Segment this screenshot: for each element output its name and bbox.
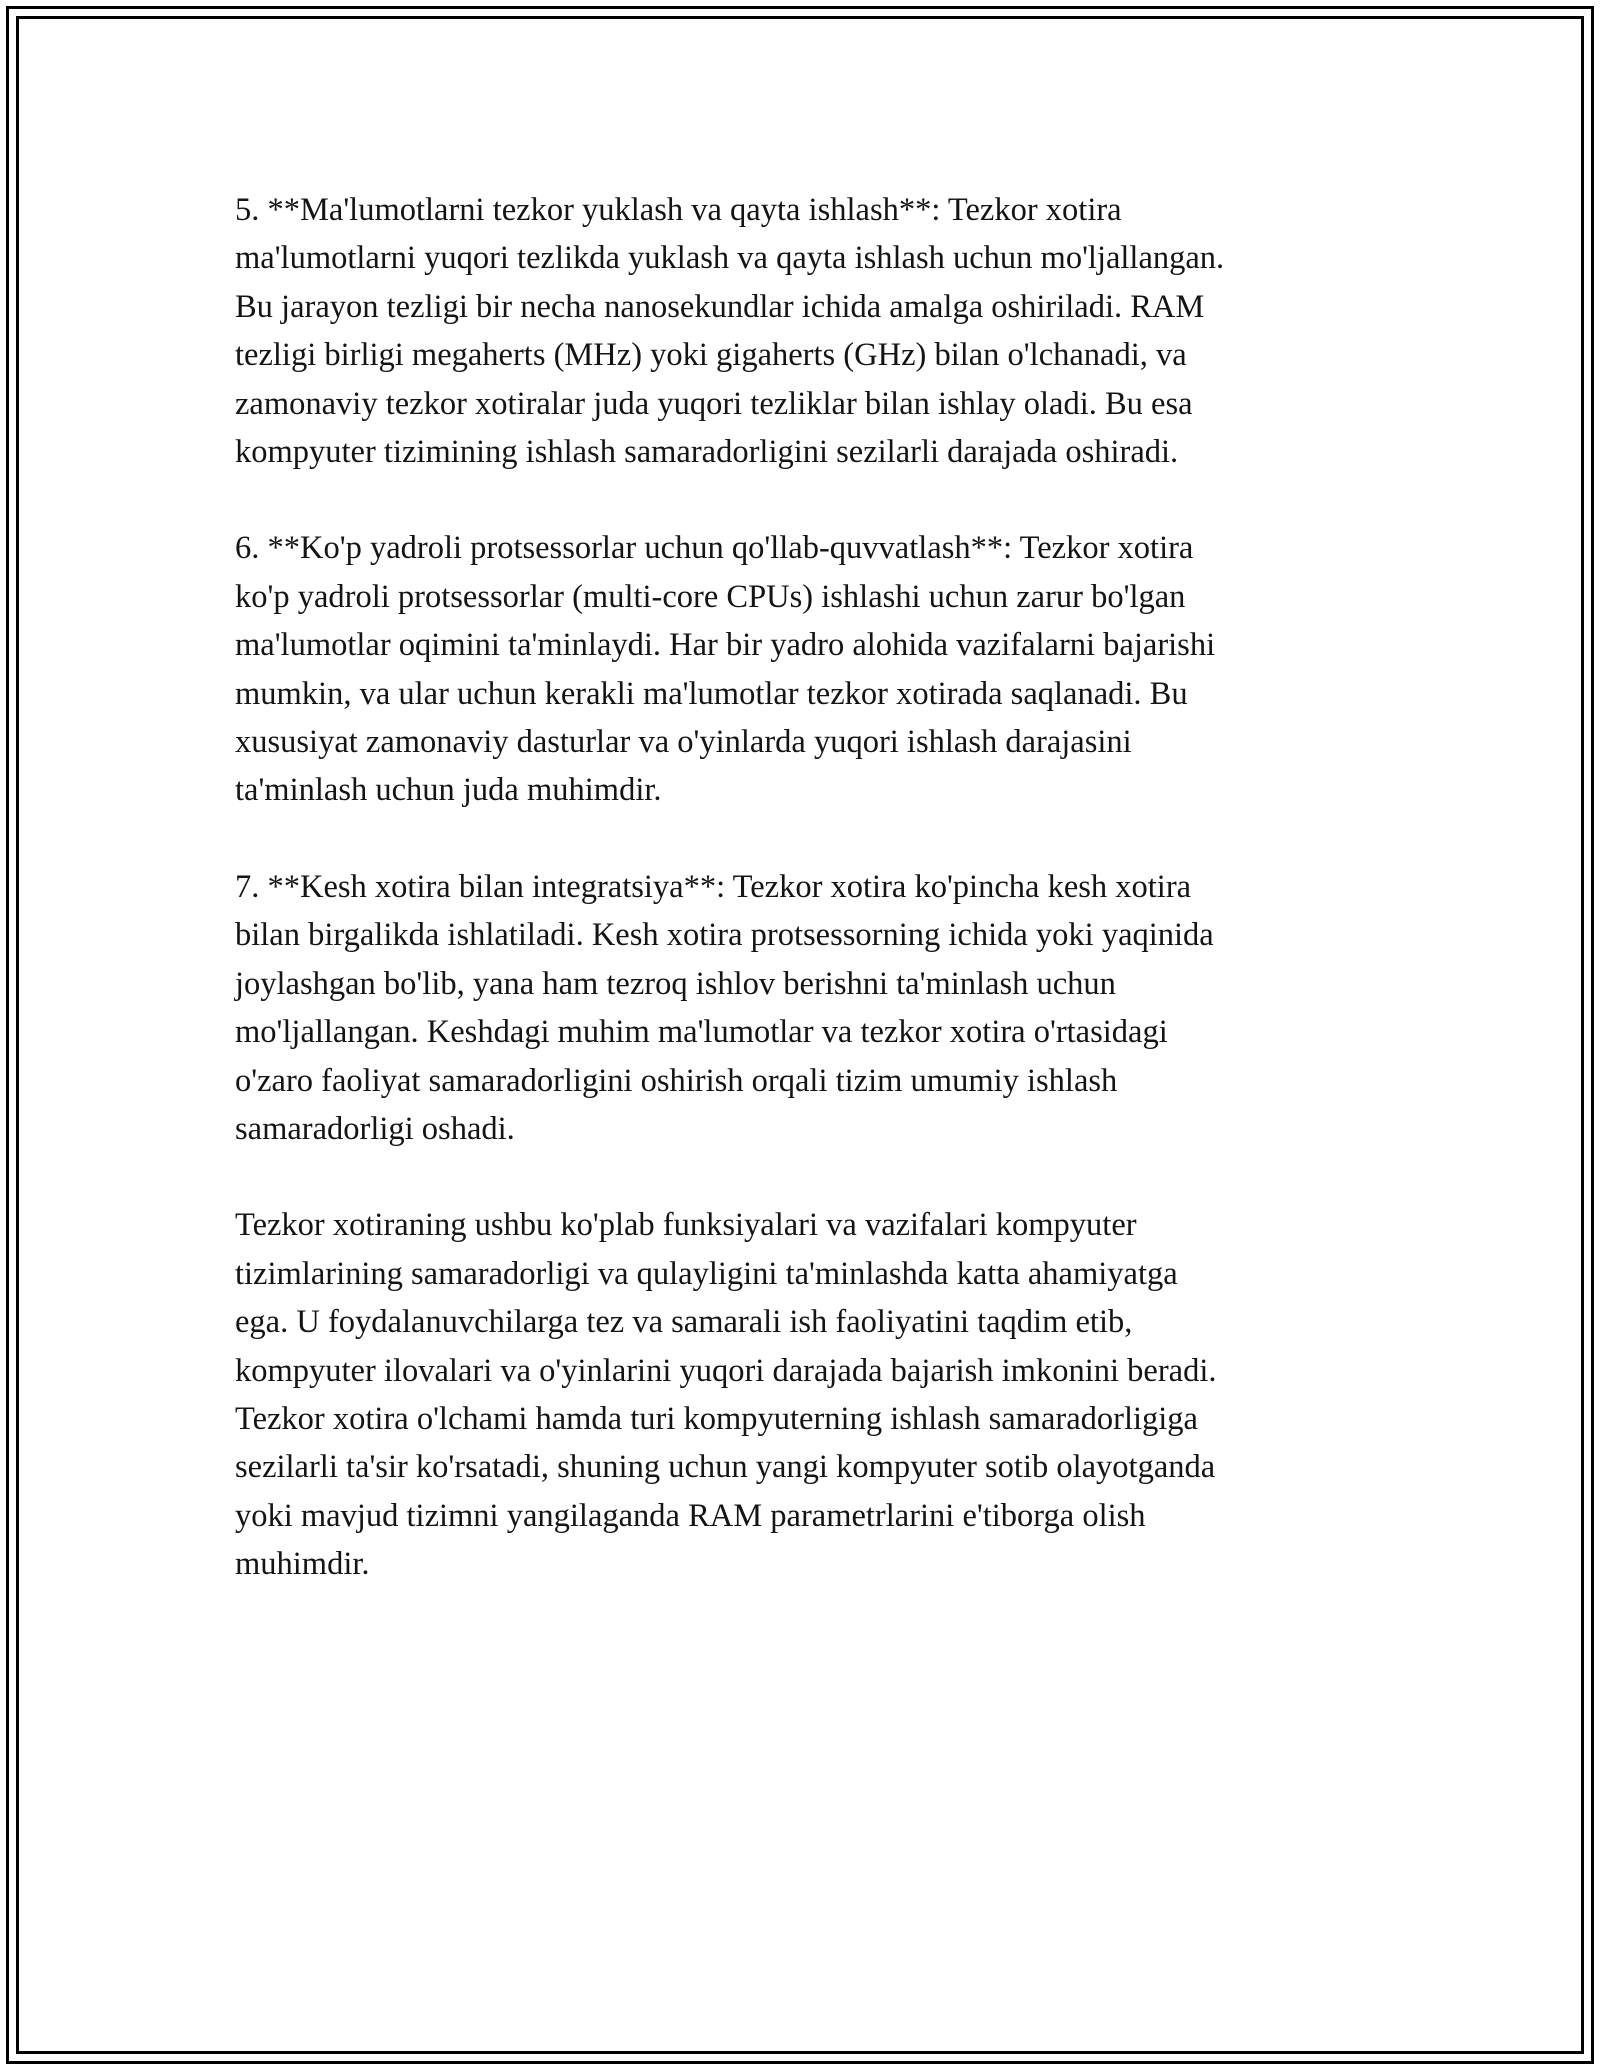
text-line: zamonaviy tezkor xotiralar juda yuqori tezliklar bilan ishlay oladi. Bu esa bbox=[235, 385, 1193, 422]
paragraph-7-cache-integration bbox=[235, 863, 1375, 1153]
text-line: ko'p yadroli protsessorlar (multi-core CPUs) ishlashi uchun zarur bo'lgan bbox=[235, 578, 1186, 615]
text-line: o'zaro faoliyat samaradorligini oshirish orqali tizim umumiy ishlash bbox=[235, 1062, 1118, 1099]
text-line: samaradorligi oshadi. bbox=[235, 1110, 515, 1147]
text-line: 6. **Ko'p yadroli protsessorlar uchun qo'llab-quvvatlash**: Tezkor xotira bbox=[235, 530, 1194, 567]
text-line: sezilarli ta'sir ko'rsatadi, shuning uchun yangi kompyuter sotib olayotganda bbox=[235, 1449, 1216, 1486]
text-line: tizimlarining samaradorligi va qulayligini ta'minlashda katta ahamiyatga bbox=[235, 1255, 1178, 1292]
paragraph-5-data-loading bbox=[235, 186, 1375, 476]
text-line: kompyuter tizimining ishlash samaradorligini sezilarli darajada oshiradi. bbox=[235, 434, 1179, 471]
text-line: tezligi birligi megaherts (MHz) yoki gigaherts (GHz) bilan o'lchanadi, va bbox=[235, 337, 1187, 374]
paragraph-conclusion bbox=[235, 1201, 1375, 1588]
text-line: 5. **Ma'lumotlarni tezkor yuklash va qayta ishlash**: Tezkor xotira bbox=[235, 192, 1122, 228]
paragraph-6-multicore-support bbox=[235, 524, 1375, 814]
text-line: Tezkor xotiraning ushbu ko'plab funksiyalari va vazifalari kompyuter bbox=[235, 1207, 1137, 1244]
text-line: Tezkor xotira o'lchami hamda turi kompyuterning ishlash samaradorligiga bbox=[235, 1400, 1198, 1437]
text-line: ma'lumotlar oqimini ta'minlaydi. Har bir yadro alohida vazifalarni bajarishi bbox=[235, 627, 1216, 664]
text-line: ega. U foydalanuvchilarga tez va samarali ish faoliyatini taqdim etib, bbox=[235, 1304, 1133, 1341]
text-line: ta'minlash uchun juda muhimdir. bbox=[235, 772, 662, 809]
text-line: muhimdir. bbox=[235, 1546, 370, 1583]
text-line: bilan birgalikda ishlatiladi. Kesh xotira protsessorning ichida yoki yaqinida bbox=[235, 917, 1214, 954]
text-line: yoki mavjud tizimni yangilaganda RAM parametrlarini e'tiborga olish bbox=[235, 1497, 1146, 1534]
document-body bbox=[235, 186, 1375, 1637]
text-line: kompyuter ilovalari va o'yinlarini yuqori darajada bajarish imkonini beradi. bbox=[235, 1352, 1217, 1389]
text-line: mo'ljallangan. Keshdagi muhim ma'lumotlar va tezkor xotira o'rtasidagi bbox=[235, 1014, 1168, 1051]
text-line: ma'lumotlarni yuqori tezlikda yuklash va qayta ishlash uchun mo'ljallangan. bbox=[235, 240, 1225, 277]
text-line: joylashgan bo'lib, yana ham tezroq ishlov berishni ta'minlash uchun bbox=[235, 965, 1116, 1002]
text-line: xususiyat zamonaviy dasturlar va o'yinlarda yuqori ishlash darajasini bbox=[235, 724, 1132, 761]
text-line: mumkin, va ular uchun kerakli ma'lumotlar tezkor xotirada saqlanadi. Bu bbox=[235, 675, 1188, 712]
text-line: 7. **Kesh xotira bilan integratsiya**: Tezkor xotira ko'pincha kesh xotira bbox=[235, 868, 1192, 905]
text-line: Bu jarayon tezligi bir necha nanosekundlar ichida amalga oshiriladi. RAM bbox=[235, 288, 1205, 325]
